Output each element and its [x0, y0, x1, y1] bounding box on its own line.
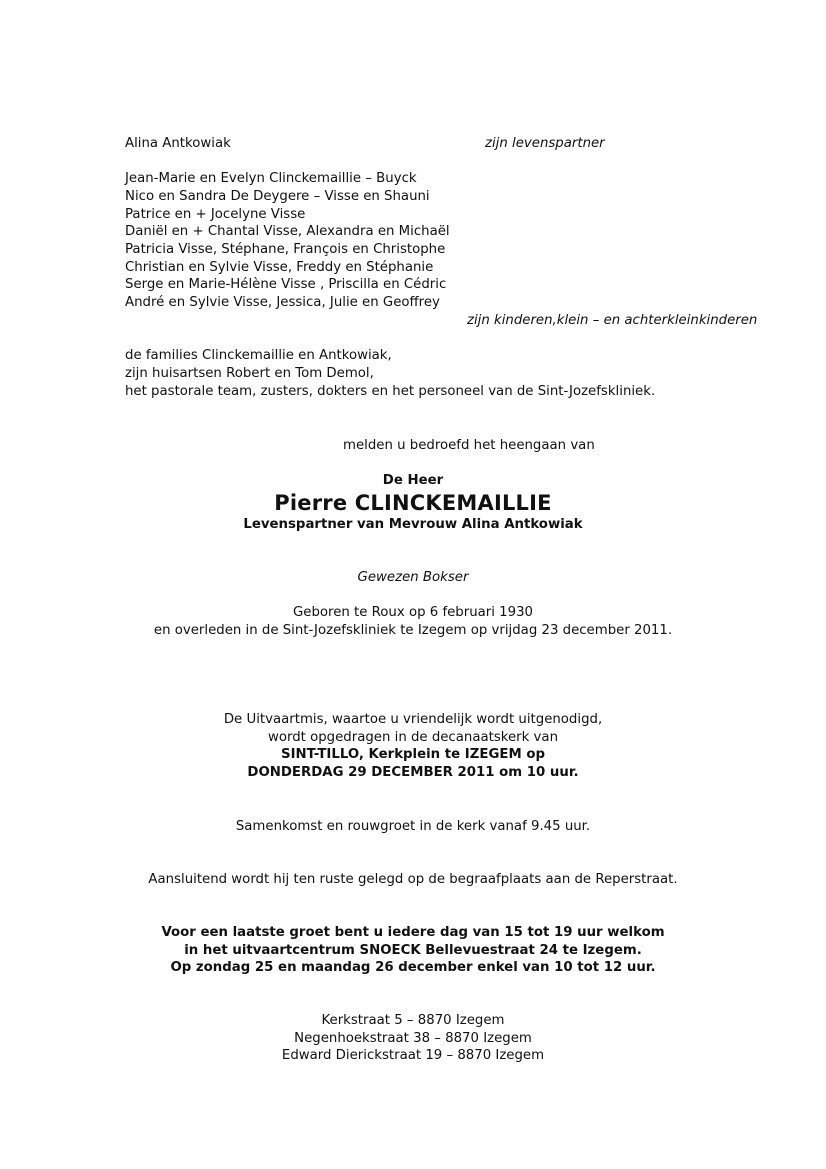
announcement: melden u bedroefd het heengaan van [343, 438, 595, 453]
children-line: Serge en Marie-Hélène Visse , Priscilla en Cédric [125, 277, 447, 292]
children-line: André en Sylvie Visse, Jessica, Julie en Geoffrey [125, 295, 440, 310]
address-line: Edward Dierickstraat 19 – 8870 Izegem [281, 1048, 545, 1063]
death-line: en overleden in de Sint-Jozefskliniek te Izegem op vrijdag 23 december 2011. [153, 623, 673, 638]
funeral-date: DONDERDAG 29 DECEMBER 2011 om 10 uur. [247, 765, 579, 780]
birth-line: Geboren te Roux op 6 februari 1930 [292, 605, 534, 620]
deceased-relation: Levenspartner van Mevrouw Alina Antkowiak [243, 517, 583, 532]
children-line: Jean-Marie en Evelyn Clinckemaillie – Buyck [125, 171, 417, 186]
children-line: Christian en Sylvie Visse, Freddy en Stéphanie [125, 260, 434, 275]
funeral-place: SINT-TILLO, Kerkplein te IZEGEM op [281, 747, 545, 762]
funeral-line-2: wordt opgedragen in de decanaatskerk van [267, 730, 559, 745]
others-line: het pastorale team, zusters, dokters en het personeel van de Sint-Jozefskliniek. [125, 384, 656, 399]
visit-line-2: in het uitvaartcentrum SNOECK Bellevuestraat 24 te Izegem. [184, 943, 642, 958]
visit-line-1: Voor een laatste groet bent u iedere dag van 15 tot 19 uur welkom [161, 925, 665, 940]
funeral-line-1: De Uitvaartmis, waartoe u vriendelijk wordt uitgenodigd, [223, 712, 603, 727]
address-line: Negenhoekstraat 38 – 8870 Izegem [294, 1031, 532, 1046]
address-line: Kerkstraat 5 – 8870 Izegem [321, 1013, 505, 1028]
children-role: zijn kinderen,klein – en achterkleinkinderen [467, 313, 758, 328]
deceased-title: De Heer [382, 473, 444, 488]
partner-role: zijn levenspartner [485, 136, 605, 151]
children-line: Nico en Sandra De Deygere – Visse en Shauni [125, 189, 430, 204]
burial-line: Aansluitend wordt hij ten ruste gelegd op de begraafplaats aan de Reperstraat. [148, 872, 678, 887]
gathering-line: Samenkomst en rouwgroet in de kerk vanaf 9.45 uur. [235, 819, 591, 834]
children-line: Patrice en + Jocelyne Visse [125, 207, 306, 222]
partner-name: Alina Antkowiak [125, 136, 231, 151]
others-line: de families Clinckemaillie en Antkowiak, [125, 348, 392, 363]
children-line: Patricia Visse, Stéphane, François en Christophe [125, 242, 446, 257]
deceased-occupation: Gewezen Bokser [357, 570, 469, 585]
visit-line-3: Op zondag 25 en maandag 26 december enkel van 10 tot 12 uur. [170, 960, 656, 975]
deceased-name: Pierre CLINCKEMAILLIE [274, 491, 552, 515]
others-line: zijn huisartsen Robert en Tom Demol, [125, 366, 374, 381]
children-line: Daniël en + Chantal Visse, Alexandra en Michaël [125, 224, 450, 239]
